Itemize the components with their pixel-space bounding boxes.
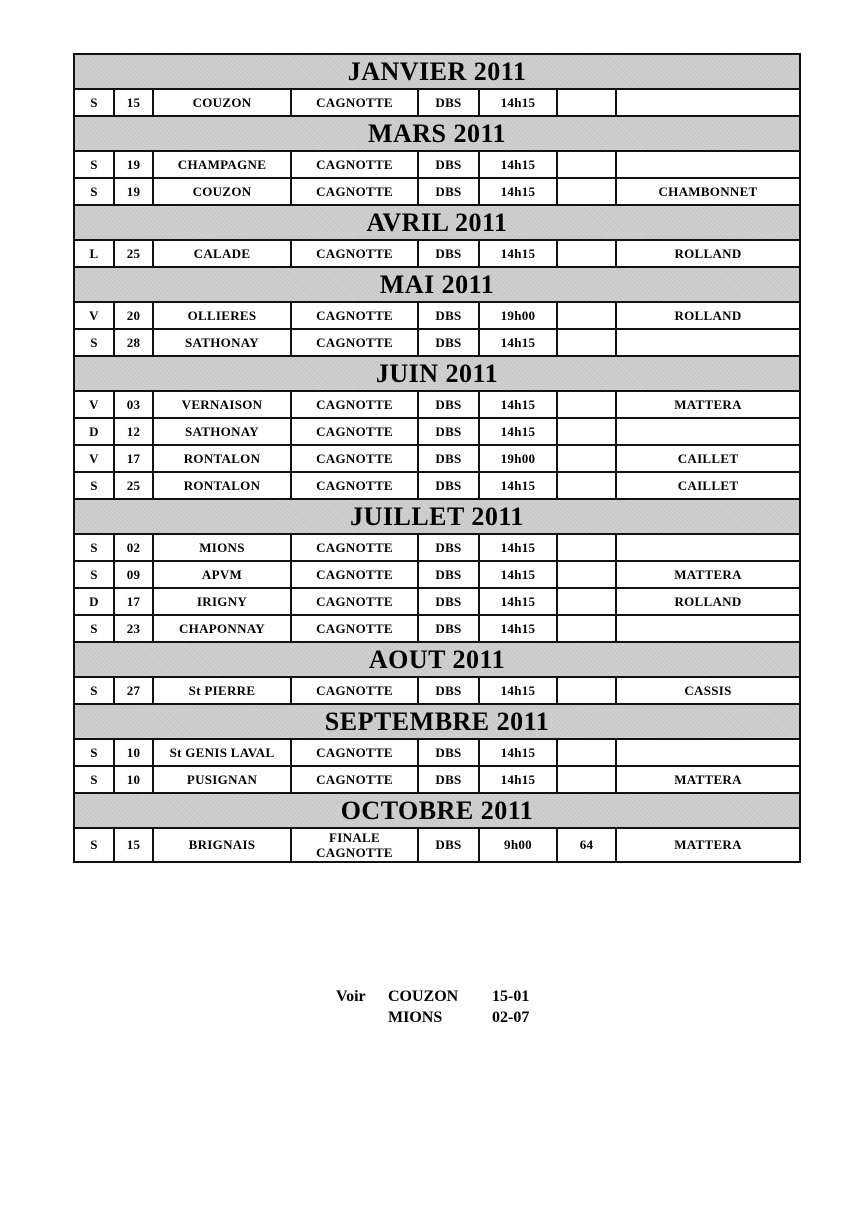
- venue-cell: CHAPONNAY: [153, 615, 291, 642]
- organizer-cell: CAILLET: [616, 445, 800, 472]
- venue-cell: MIONS: [153, 534, 291, 561]
- day-cell: S: [74, 677, 114, 704]
- date-cell: 23: [114, 615, 153, 642]
- footer-place: MIONS: [388, 1009, 443, 1026]
- event-cell: CAGNOTTE: [291, 588, 418, 615]
- organizer-cell: [616, 151, 800, 178]
- event-cell: CAGNOTTE: [291, 302, 418, 329]
- venue-cell: APVM: [153, 561, 291, 588]
- event-cell: CAGNOTTE: [291, 677, 418, 704]
- venue-cell: St GENIS LAVAL: [153, 739, 291, 766]
- event-cell: CAGNOTTE: [291, 240, 418, 267]
- count-cell: [557, 418, 616, 445]
- day-cell: S: [74, 178, 114, 205]
- event-row: [74, 534, 800, 561]
- event-row: [74, 445, 800, 472]
- event-cell: CAGNOTTE: [291, 534, 418, 561]
- organizer-cell: [616, 329, 800, 356]
- event-cell: CAGNOTTE: [291, 615, 418, 642]
- event-cell: CAGNOTTE: [291, 178, 418, 205]
- format-cell: DBS: [418, 418, 479, 445]
- organizer-cell: [616, 739, 800, 766]
- organizer-cell: [616, 418, 800, 445]
- event-row: [74, 89, 800, 116]
- venue-cell: COUZON: [153, 89, 291, 116]
- venue-cell: COUZON: [153, 178, 291, 205]
- venue-cell: CALADE: [153, 240, 291, 267]
- month-title: AVRIL 2011: [74, 205, 800, 240]
- format-cell: DBS: [418, 766, 479, 793]
- day-cell: S: [74, 766, 114, 793]
- date-cell: 15: [114, 828, 153, 862]
- format-cell: DBS: [418, 739, 479, 766]
- event-cell: CAGNOTTE: [291, 561, 418, 588]
- venue-cell: BRIGNAIS: [153, 828, 291, 862]
- count-cell: [557, 151, 616, 178]
- date-cell: 10: [114, 739, 153, 766]
- format-cell: DBS: [418, 329, 479, 356]
- count-cell: [557, 178, 616, 205]
- date-cell: 09: [114, 561, 153, 588]
- footer-prefix: Voir: [336, 988, 366, 1005]
- event-cell: CAGNOTTE: [291, 151, 418, 178]
- day-cell: S: [74, 739, 114, 766]
- month-header-row: [74, 267, 800, 302]
- day-cell: L: [74, 240, 114, 267]
- event-cell: CAGNOTTE: [291, 89, 418, 116]
- day-cell: S: [74, 828, 114, 862]
- format-cell: DBS: [418, 561, 479, 588]
- organizer-cell: CHAMBONNET: [616, 178, 800, 205]
- format-cell: DBS: [418, 151, 479, 178]
- count-cell: [557, 677, 616, 704]
- event-row: [74, 151, 800, 178]
- organizer-cell: CAILLET: [616, 472, 800, 499]
- month-header-row: [74, 54, 800, 89]
- month-header-row: [74, 356, 800, 391]
- month-header-row: [74, 499, 800, 534]
- month-title: JUIN 2011: [74, 356, 800, 391]
- format-cell: DBS: [418, 445, 479, 472]
- count-cell: [557, 739, 616, 766]
- time-cell: 14h15: [479, 240, 557, 267]
- organizer-cell: MATTERA: [616, 828, 800, 862]
- date-cell: 12: [114, 418, 153, 445]
- event-row: [74, 615, 800, 642]
- month-header-row: [74, 116, 800, 151]
- format-cell: DBS: [418, 472, 479, 499]
- day-cell: D: [74, 418, 114, 445]
- event-row: [74, 178, 800, 205]
- time-cell: 14h15: [479, 615, 557, 642]
- footer-place: COUZON: [388, 988, 459, 1005]
- count-cell: 64: [557, 828, 616, 862]
- date-cell: 20: [114, 302, 153, 329]
- time-cell: 14h15: [479, 472, 557, 499]
- month-header-row: [74, 642, 800, 677]
- format-cell: DBS: [418, 677, 479, 704]
- time-cell: 19h00: [479, 445, 557, 472]
- count-cell: [557, 561, 616, 588]
- format-cell: DBS: [418, 588, 479, 615]
- schedule-table: [73, 53, 801, 863]
- count-cell: [557, 534, 616, 561]
- format-cell: DBS: [418, 302, 479, 329]
- time-cell: 14h15: [479, 534, 557, 561]
- venue-cell: VERNAISON: [153, 391, 291, 418]
- date-cell: 27: [114, 677, 153, 704]
- event-row: [74, 739, 800, 766]
- event-row: [74, 828, 800, 862]
- organizer-cell: [616, 534, 800, 561]
- day-cell: D: [74, 588, 114, 615]
- date-cell: 19: [114, 151, 153, 178]
- month-title: MAI 2011: [74, 267, 800, 302]
- count-cell: [557, 588, 616, 615]
- month-title: JANVIER 2011: [74, 54, 800, 89]
- date-cell: 19: [114, 178, 153, 205]
- event-row: [74, 302, 800, 329]
- count-cell: [557, 472, 616, 499]
- organizer-cell: MATTERA: [616, 766, 800, 793]
- format-cell: DBS: [418, 534, 479, 561]
- venue-cell: CHAMPAGNE: [153, 151, 291, 178]
- format-cell: DBS: [418, 178, 479, 205]
- day-cell: S: [74, 89, 114, 116]
- venue-cell: RONTALON: [153, 472, 291, 499]
- footer-line: [388, 986, 548, 1007]
- event-cell: CAGNOTTE: [291, 472, 418, 499]
- date-cell: 02: [114, 534, 153, 561]
- venue-cell: SATHONAY: [153, 329, 291, 356]
- event-cell: CAGNOTTE: [291, 329, 418, 356]
- event-row: [74, 240, 800, 267]
- month-title: AOUT 2011: [74, 642, 800, 677]
- month-header-row: [74, 205, 800, 240]
- count-cell: [557, 615, 616, 642]
- footer-line: [388, 1007, 548, 1028]
- date-cell: 15: [114, 89, 153, 116]
- date-cell: 25: [114, 472, 153, 499]
- day-cell: S: [74, 329, 114, 356]
- count-cell: [557, 240, 616, 267]
- count-cell: [557, 302, 616, 329]
- format-cell: DBS: [418, 89, 479, 116]
- venue-cell: St PIERRE: [153, 677, 291, 704]
- day-cell: V: [74, 391, 114, 418]
- footer-date: 15-01: [492, 988, 530, 1005]
- organizer-cell: ROLLAND: [616, 302, 800, 329]
- time-cell: 14h15: [479, 766, 557, 793]
- event-cell: CAGNOTTE: [291, 445, 418, 472]
- event-cell: CAGNOTTE: [291, 739, 418, 766]
- time-cell: 14h15: [479, 418, 557, 445]
- date-cell: 17: [114, 588, 153, 615]
- format-cell: DBS: [418, 615, 479, 642]
- time-cell: 14h15: [479, 561, 557, 588]
- event-cell: CAGNOTTE: [291, 766, 418, 793]
- month-title: JUILLET 2011: [74, 499, 800, 534]
- event-cell: CAGNOTTE: [291, 391, 418, 418]
- day-cell: S: [74, 561, 114, 588]
- organizer-cell: ROLLAND: [616, 588, 800, 615]
- count-cell: [557, 445, 616, 472]
- date-cell: 25: [114, 240, 153, 267]
- day-cell: S: [74, 615, 114, 642]
- venue-cell: OLLIERES: [153, 302, 291, 329]
- organizer-cell: [616, 615, 800, 642]
- organizer-cell: CASSIS: [616, 677, 800, 704]
- time-cell: 14h15: [479, 739, 557, 766]
- date-cell: 28: [114, 329, 153, 356]
- event-row: [74, 561, 800, 588]
- day-cell: S: [74, 151, 114, 178]
- time-cell: 19h00: [479, 302, 557, 329]
- count-cell: [557, 766, 616, 793]
- organizer-cell: MATTERA: [616, 391, 800, 418]
- date-cell: 17: [114, 445, 153, 472]
- event-row: [74, 329, 800, 356]
- month-title: MARS 2011: [74, 116, 800, 151]
- time-cell: 14h15: [479, 89, 557, 116]
- count-cell: [557, 329, 616, 356]
- venue-cell: PUSIGNAN: [153, 766, 291, 793]
- month-title: OCTOBRE 2011: [74, 793, 800, 828]
- time-cell: 14h15: [479, 588, 557, 615]
- day-cell: S: [74, 534, 114, 561]
- event-row: [74, 588, 800, 615]
- format-cell: DBS: [418, 828, 479, 862]
- event-cell: CAGNOTTE: [291, 418, 418, 445]
- event-row: [74, 677, 800, 704]
- format-cell: DBS: [418, 391, 479, 418]
- count-cell: [557, 391, 616, 418]
- organizer-cell: ROLLAND: [616, 240, 800, 267]
- format-cell: DBS: [418, 240, 479, 267]
- venue-cell: IRIGNY: [153, 588, 291, 615]
- month-title: SEPTEMBRE 2011: [74, 704, 800, 739]
- date-cell: 03: [114, 391, 153, 418]
- time-cell: 14h15: [479, 677, 557, 704]
- day-cell: V: [74, 445, 114, 472]
- date-cell: 10: [114, 766, 153, 793]
- organizer-cell: [616, 89, 800, 116]
- event-row: [74, 766, 800, 793]
- event-row: [74, 472, 800, 499]
- time-cell: 9h00: [479, 828, 557, 862]
- venue-cell: SATHONAY: [153, 418, 291, 445]
- time-cell: 14h15: [479, 178, 557, 205]
- footer-date: 02-07: [492, 1009, 530, 1026]
- event-row: [74, 418, 800, 445]
- time-cell: 14h15: [479, 391, 557, 418]
- month-header-row: [74, 704, 800, 739]
- venue-cell: RONTALON: [153, 445, 291, 472]
- count-cell: [557, 89, 616, 116]
- day-cell: S: [74, 472, 114, 499]
- event-cell: FINALE CAGNOTTE: [291, 828, 418, 862]
- organizer-cell: MATTERA: [616, 561, 800, 588]
- event-row: [74, 391, 800, 418]
- time-cell: 14h15: [479, 151, 557, 178]
- day-cell: V: [74, 302, 114, 329]
- time-cell: 14h15: [479, 329, 557, 356]
- schedule-body: [74, 54, 800, 862]
- month-header-row: [74, 793, 800, 828]
